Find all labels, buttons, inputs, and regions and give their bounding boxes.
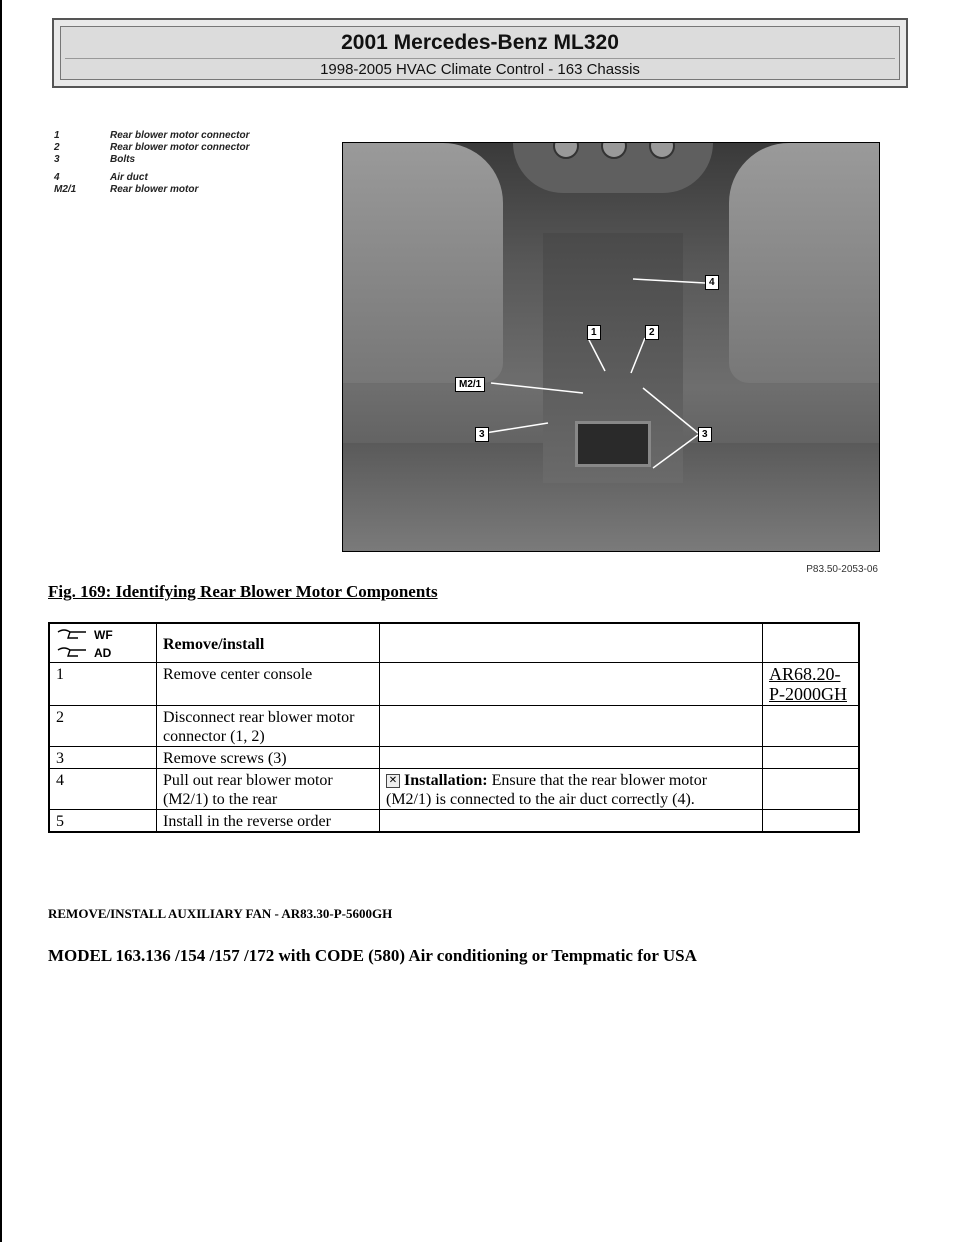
table-header-label: Remove/install bbox=[157, 623, 380, 663]
callout-1: 1 bbox=[587, 325, 601, 340]
table-row: 2 Disconnect rear blower motor connector (1, 2) bbox=[49, 706, 859, 747]
callout-2: 2 bbox=[645, 325, 659, 340]
procedure-table bbox=[48, 622, 860, 833]
installation-note: Ensure that the rear blower motor (M2/1) is connected to the air duct correctly (4). bbox=[386, 772, 708, 808]
model-line: MODEL 163.136 /154 /157 /172 with CODE (580) Air conditioning or Tempmatic for USA bbox=[48, 946, 697, 965]
legend-item: 4 Air duct bbox=[54, 172, 148, 183]
callout-4: 4 bbox=[705, 275, 719, 290]
photo-id: P83.50-2053-06 bbox=[806, 564, 878, 575]
callout-m2-1: M2/1 bbox=[455, 377, 485, 392]
table-row: 1 Remove center console AR68.20-P-2000GH bbox=[49, 663, 859, 706]
table-header-row bbox=[49, 623, 859, 663]
section-title: REMOVE/INSTALL AUXILIARY FAN - AR83.30-P-5600GH bbox=[48, 906, 393, 921]
installation-note-icon: ✕ bbox=[386, 774, 400, 788]
installation-label: Installation: bbox=[404, 772, 488, 789]
header-title: 2001 Mercedes-Benz ML320 bbox=[341, 31, 619, 54]
table-row: 4 Pull out rear blower motor (M2/1) to the rear ✕ Installation: Ensure that the rear blower motor (M2/1) is connected to the air duct correctly (4). bbox=[49, 769, 859, 810]
legend-item: 1 Rear blower motor connector bbox=[54, 130, 250, 141]
wf-icon: WF bbox=[56, 626, 150, 644]
legend-item: 2 Rear blower motor connector bbox=[54, 142, 250, 153]
legend-item: 3 Bolts bbox=[54, 154, 135, 165]
figure-caption[interactable]: Fig. 169: Identifying Rear Blower Motor Components bbox=[48, 582, 438, 601]
component-photo bbox=[342, 142, 880, 552]
callout-lines bbox=[343, 143, 879, 551]
callout-3-left: 3 bbox=[475, 427, 489, 442]
ar68-link[interactable]: AR68.20-P-2000GH bbox=[769, 664, 848, 704]
page-border bbox=[0, 0, 2, 1242]
page-header bbox=[52, 18, 908, 88]
ad-icon: AD bbox=[56, 644, 150, 662]
figure-169 bbox=[48, 130, 882, 575]
table-row: 5 Install in the reverse order bbox=[49, 810, 859, 833]
header-subtitle: 1998-2005 HVAC Climate Control - 163 Chassis bbox=[320, 61, 640, 78]
table-row: 3 Remove screws (3) bbox=[49, 747, 859, 769]
figure-legend bbox=[48, 130, 338, 196]
callout-3-right: 3 bbox=[698, 427, 712, 442]
legend-item: M2/1 Rear blower motor bbox=[54, 184, 199, 195]
